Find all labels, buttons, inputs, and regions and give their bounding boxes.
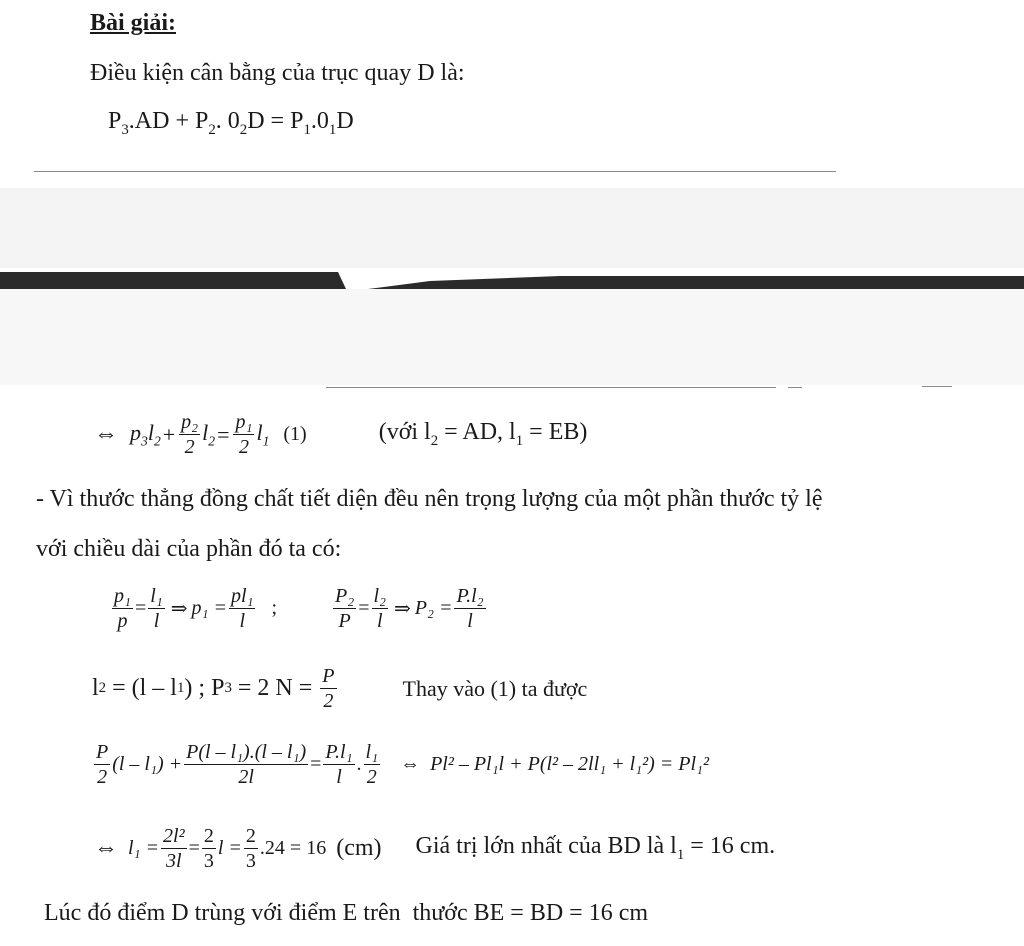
tear-dark-right	[368, 276, 1024, 289]
frac-den: 3l	[166, 850, 182, 872]
fraction	[323, 742, 354, 787]
frac-num: P.l₁	[325, 741, 353, 763]
eq-sub: 3	[224, 680, 232, 696]
expanded-equation	[92, 742, 709, 787]
frac-num: 2l²	[163, 825, 185, 847]
fraction	[184, 742, 308, 787]
eq-sub: 2	[208, 433, 216, 449]
balance-condition-text: Điều kiện cân bằng của trục quay D là:	[90, 60, 465, 86]
frac-num: p₁	[235, 411, 253, 433]
eq-part: = (l – l	[106, 675, 177, 701]
fraction	[233, 412, 254, 457]
frac-den: 2	[184, 436, 195, 458]
eq1-term	[202, 420, 215, 449]
frac-num: l₂	[373, 585, 387, 607]
frac-num: P₂	[335, 585, 355, 607]
fraction	[94, 742, 110, 787]
fraction	[161, 826, 187, 871]
eq-sub: 3	[141, 433, 148, 449]
equals-sign: =	[310, 753, 322, 775]
separator-top	[34, 171, 836, 172]
eq1-note	[379, 419, 588, 450]
eq-part: l	[256, 419, 263, 445]
eq-part: Pl² – Pl₁l + P(l² – 2ll₁ + l₁²) = Pl₁²	[430, 753, 709, 775]
eq-sub: 3	[121, 121, 129, 138]
equals-sign: =	[217, 421, 230, 447]
fraction	[244, 826, 258, 871]
eq-part: l =	[217, 837, 242, 859]
l2-equation	[92, 666, 587, 711]
fraction	[202, 826, 216, 871]
frac-num: l₁	[365, 741, 379, 763]
frac-den: l	[467, 610, 473, 632]
frac-num: P	[96, 741, 109, 763]
frac-den: l	[239, 610, 245, 632]
eq-sub: 1	[176, 680, 185, 696]
eq-part: = 16 cm.	[684, 833, 776, 860]
eq-part: Giá trị lớn nhất của BD là l	[415, 833, 677, 860]
fraction	[454, 586, 485, 631]
substitute-text: Thay vào (1) ta được	[402, 675, 588, 701]
implies-symbol: ⇒	[170, 598, 188, 620]
eq-part: l	[92, 675, 99, 701]
eq-sub: 2	[153, 433, 161, 449]
fraction	[364, 742, 381, 787]
eq-sub: 2	[98, 680, 107, 696]
tear-shadow-bottom	[0, 289, 1024, 385]
eq-part: p₁ =	[191, 597, 227, 619]
frac-den: 2	[323, 690, 334, 712]
fraction	[229, 586, 256, 631]
balance-equation	[108, 108, 354, 139]
eq-part: .24 = 16	[259, 837, 327, 859]
unit-label: (cm)	[336, 835, 382, 861]
eq-part: (với l	[378, 419, 431, 446]
equiv-symbol: ⇔	[400, 753, 421, 775]
frac-num: P	[322, 665, 335, 687]
frac-den: 2	[97, 766, 108, 788]
eq-sub: 1	[262, 433, 270, 449]
paragraph-line-1: - Vì thước thẳng đồng chất tiết diện đều nên trọng lượng của một phần thước tỷ lệ	[36, 486, 823, 512]
eq-part: = 2 N =	[231, 675, 313, 701]
separator-mid	[326, 387, 776, 388]
eq-part: = EB)	[523, 419, 588, 446]
eq1-term	[256, 420, 269, 449]
equals-sign: =	[188, 837, 200, 859]
conclusion-text: Lúc đó điểm D trùng với điểm E trên thước BE = BD = 16 cm	[44, 900, 649, 926]
frac-den: P	[338, 610, 351, 632]
eq-part: l	[202, 419, 209, 445]
semicolon: ;	[271, 597, 278, 619]
eq-sub: 2	[208, 121, 216, 138]
plus-sign: +	[162, 421, 176, 447]
eq-sub: 1	[328, 121, 337, 138]
eq-sub: 1	[676, 846, 685, 863]
eq-part: D	[336, 108, 354, 134]
eq-part: p	[130, 419, 141, 445]
frac-den: 3	[245, 850, 256, 872]
frac-den: l	[376, 610, 383, 632]
final-equation	[94, 826, 775, 871]
eq-part: . 0	[215, 108, 240, 134]
frac-den: l	[153, 610, 160, 632]
ratio-equations	[110, 586, 488, 631]
equals-sign: =	[358, 597, 370, 619]
paragraph-line-2: với chiều dài của phần đó ta có:	[36, 536, 342, 562]
fraction	[333, 586, 356, 631]
frac-num: 2	[203, 825, 214, 847]
fraction	[320, 666, 336, 711]
eq-part: P	[108, 108, 122, 134]
separator-dash-2	[922, 386, 952, 387]
separator-dash-1	[788, 387, 802, 388]
frac-num: P(l – l₁).(l – l₁)	[186, 741, 307, 763]
equation-1	[94, 412, 587, 457]
implies-symbol: ⇒	[394, 598, 411, 620]
frac-num: l₁	[150, 585, 163, 607]
tear-shadow-top	[0, 188, 1024, 268]
eq-sub: 2	[239, 121, 248, 138]
eq-part: .AD + P	[128, 108, 209, 134]
tear-dark-left	[0, 272, 346, 289]
equation-tag: (1)	[283, 423, 307, 445]
frac-den: p	[117, 610, 128, 632]
solution-title: Bài giải:	[90, 10, 177, 36]
eq-part: .0	[310, 108, 329, 134]
eq-part: = AD, l	[438, 419, 516, 446]
frac-den: l	[336, 766, 342, 788]
frac-den: 2	[238, 436, 249, 458]
equals-sign: =	[134, 597, 147, 619]
fraction	[112, 586, 133, 631]
eq-sub: 1	[515, 432, 524, 449]
eq-sub: 2	[430, 432, 439, 449]
frac-num: p₁	[114, 585, 131, 607]
frac-num: pl₁	[230, 585, 254, 607]
eq-sub: 1	[303, 121, 311, 138]
eq-part: (l – l₁) +	[112, 753, 183, 775]
eq-part: P₂ =	[414, 597, 453, 619]
frac-den: 3	[203, 850, 214, 872]
eq-part: l	[147, 419, 154, 445]
frac-den: 2l	[238, 766, 254, 788]
dot-sign: .	[356, 753, 362, 775]
equiv-symbol: ⇔	[94, 421, 118, 447]
frac-num: p₂	[181, 411, 199, 433]
fraction	[179, 412, 200, 457]
frac-num: P.l₂	[456, 585, 484, 607]
eq-part: D = P	[247, 108, 304, 134]
eq-part: ) ; P	[184, 675, 225, 701]
eq1-term	[130, 420, 161, 449]
result-text	[416, 833, 776, 864]
frac-num: 2	[245, 825, 256, 847]
fraction	[372, 586, 389, 631]
equiv-symbol: ⇔	[94, 835, 118, 861]
fraction	[148, 586, 165, 631]
frac-den: 2	[366, 766, 377, 788]
eq-part: l₁ =	[128, 837, 160, 859]
